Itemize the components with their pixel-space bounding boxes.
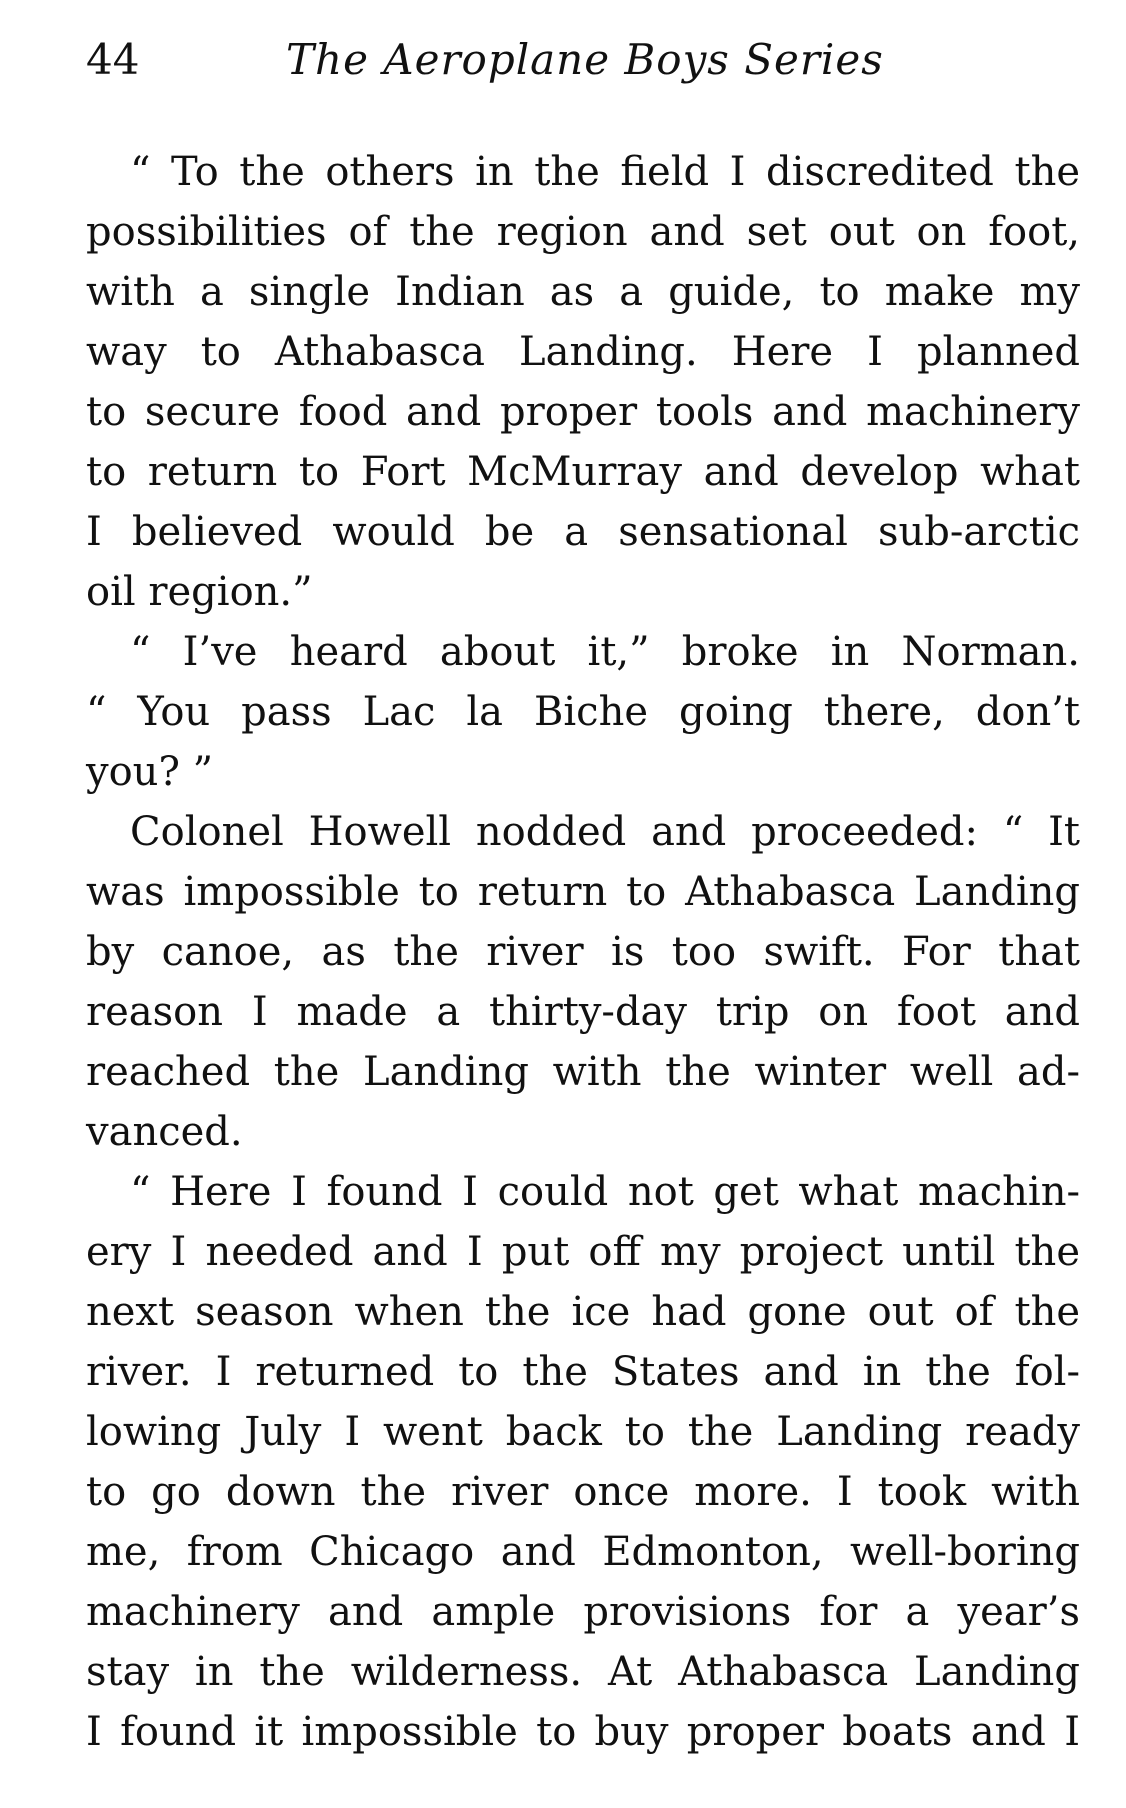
text-line: possibilities of the region and set out on foot,	[86, 209, 1080, 255]
page-number: 44	[86, 35, 140, 84]
text-line: lowing July I went back to the Landing ready	[86, 1409, 1080, 1455]
running-title: The Aeroplane Boys Series	[286, 35, 884, 84]
text-line: Colonel Howell nodded and proceeded: “ It	[130, 809, 1080, 855]
text-line: “ To the others in the field I discredited the	[130, 149, 1080, 195]
text-line: you? ”	[86, 749, 214, 795]
text-line: by canoe, as the river is too swift. For that	[86, 929, 1080, 975]
text-line: to return to Fort McMurray and develop what	[86, 449, 1080, 495]
text-line: reached the Landing with the winter well ad-	[86, 1049, 1080, 1095]
text-line: me, from Chicago and Edmonton, well-boring	[86, 1529, 1080, 1575]
text-line: stay in the wilderness. At Athabasca Landing	[86, 1649, 1080, 1695]
text-line: ery I needed and I put off my project until the	[86, 1229, 1080, 1275]
text-line: next season when the ice had gone out of the	[86, 1289, 1080, 1335]
text-line: to go down the river once more. I took with	[86, 1469, 1080, 1515]
text-line: was impossible to return to Athabasca Landing	[86, 869, 1080, 915]
text-line: with a single Indian as a guide, to make my	[86, 269, 1080, 315]
text-line: reason I made a thirty-day trip on foot and	[86, 989, 1080, 1035]
page-header	[86, 30, 1076, 90]
text-line: “ You pass Lac la Biche going there, don’t	[86, 689, 1080, 735]
text-line: “ I’ve heard about it,” broke in Norman.	[130, 629, 1080, 675]
text-line: machinery and ample provisions for a year’s	[86, 1589, 1080, 1635]
text-line: I found it impossible to buy proper boats and I	[86, 1709, 1080, 1755]
text-line: oil region.”	[86, 569, 313, 615]
body-text	[86, 142, 1080, 1762]
text-line: “ Here I found I could not get what machin-	[130, 1169, 1080, 1215]
text-line: river. I returned to the States and in the fol-	[86, 1349, 1080, 1395]
text-line: to secure food and proper tools and machinery	[86, 389, 1080, 435]
text-line: vanced.	[86, 1109, 243, 1155]
text-line: way to Athabasca Landing. Here I planned	[86, 329, 1080, 375]
text-line: I believed would be a sensational sub-arctic	[86, 509, 1080, 555]
